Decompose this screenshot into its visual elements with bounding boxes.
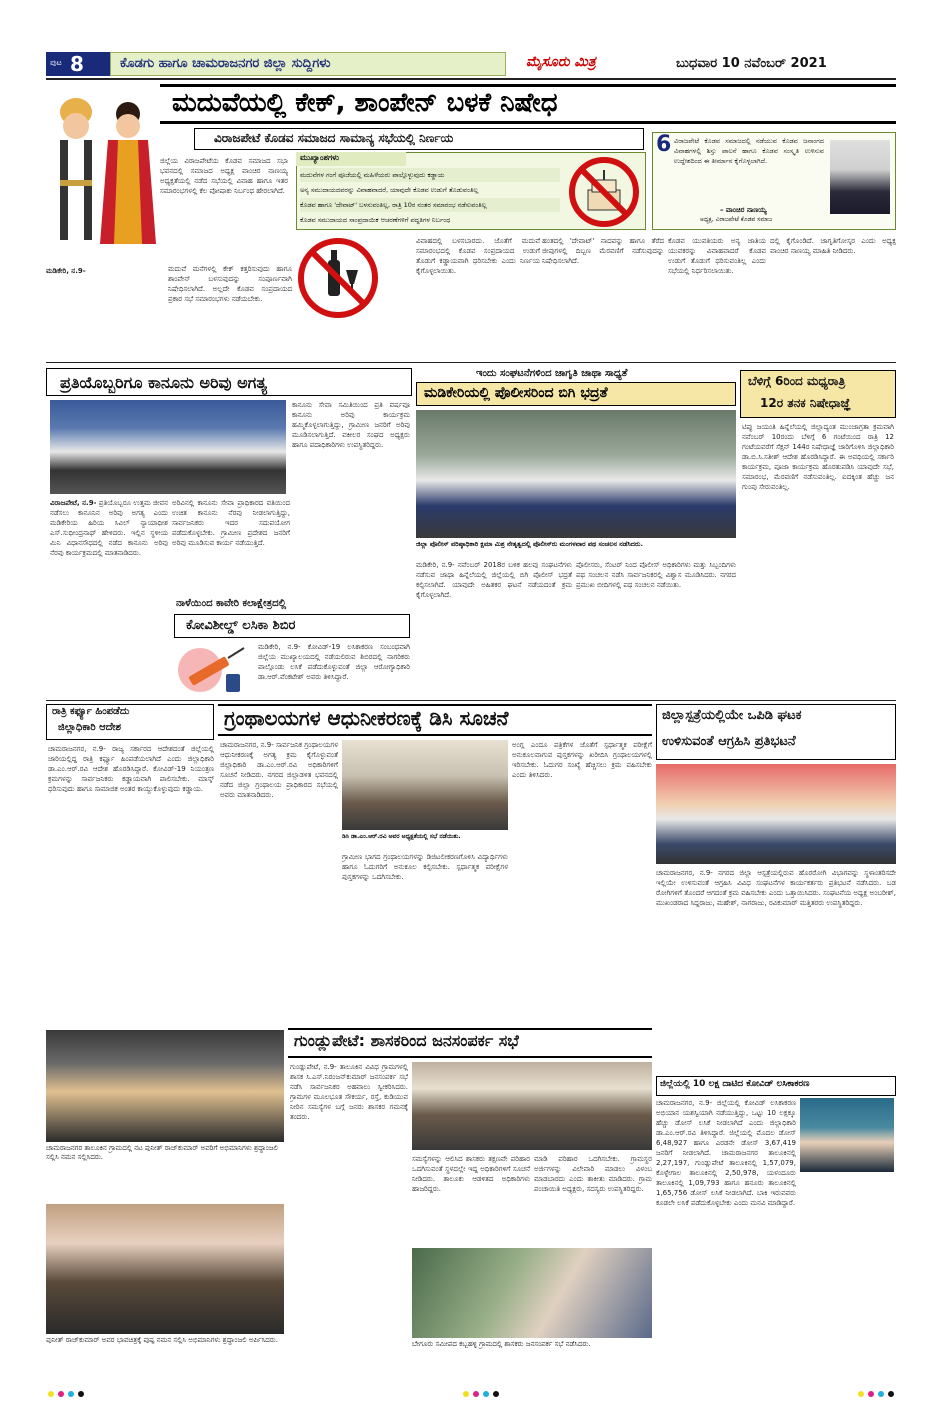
police-body-b: ಪೊಲೀಸರು, ಸೆಂಟರ್ ನಿಂದ ಪೊಲೀಸ್ ಅಧಿಕಾರಿಗಳು ಮತ್ತು ಸಿಬ್ಬಂದಿಗಳು ಪಥ ಸಂಚಲನ ನಡೆಸಿ ಸಾರ್ವಜನಿಕರಲ್ಲಿ ವಿಶ್ವಾಸ ಮೂಡಿಸಿದರು. ನಗರದ ಪ್ರಮುಖ ಬೀದಿಗಳಲ್ಲಿ ಪಥ ಸಂಚಲನ ನಡೆಯಿತು. <box>576 561 736 589</box>
lead-body-col4: ಹಂತದಲ್ಲಿ 'ದೇವಾಟ್' ನಾದವನ್ನು ಹಾಗೂ ತೆರೆದ ಜೀಪುಗಳಲ್ಲಿ ದಿಬ್ಬಣ ಮೆರವಣಿಗೆ ನಡೆಸುವುದನ್ನು ನಿಷೇಧಿಸಲಾಗಿದೆ. <box>542 237 664 265</box>
night-headline-1: ಬೆಳಿಗ್ಗೆ 6ರಿಂದ ಮಧ್ಯರಾತ್ರಿ <box>748 374 846 388</box>
lead-subhead: ವಿರಾಜಪೇಟೆ ಕೊಡವ ಸಮಾಜದ ಸಾಮಾನ್ಯ ಸಭೆಯಲ್ಲಿ ನಿರ್ಣಯ <box>214 131 454 145</box>
law-headline: ಪ್ರತಿಯೊಬ್ಬರಿಗೂ ಕಾನೂನು ಅರಿವು ಅಗತ್ಯ <box>60 373 268 392</box>
gundlupet-photo-1 <box>412 1062 652 1150</box>
opd-headline-1: ಜಿಲ್ಲಾಸ್ಪತ್ರೆಯಲ್ಲಿಯೇ ಒಪಿಡಿ ಘಟಕ <box>662 708 802 723</box>
police-march-photo <box>416 410 736 538</box>
curfew-headline-2: ಜಿಲ್ಲಾಧಿಕಾರಿ ಆದೇಶ <box>58 722 121 733</box>
issue-date: ಬುಧವಾರ 10 ನವೆಂಬರ್ 2021 <box>676 56 827 71</box>
vaccine-body: ಮಡಿಕೇರಿ, ನ.9- ಕೋವಿಡ್-19 ಲಸಿಕಾಕರಣ ಸಂಬಂಧವಾಗಿ ಜಿಲ್ಲೆಯ ಮುಖ್ಯಾಲಯದಲ್ಲಿ ನಡೆಯಲಿರುವ ಶಿಬಿರದಲ್ಲಿ ನಾಗರಿಕರು ಪಾಲ್ಗೊಂಡು ಲಸಿಕೆ ಪಡೆದುಕೊಳ್ಳುವಂತೆ ಜಿಲ್ಲಾ ಆರೋಗ್ಯಾಧಿಕಾರಿ ಡಾ.ಆರ್.ವೆಂಕಟೇಶ್ ಅವರು ತಿಳಿಸಿದ್ದಾರೆ. <box>258 643 410 681</box>
lead-dateline <box>46 266 166 356</box>
lead-body-col5: ಕೊಡವ ಯುವತಿಯರು ಅನ್ಯ ಜಾತಿಯ ಯುವಕರನ್ನು ವಿವಾಹವಾದರೆ ಕೊಡವ ಉಡುಗೆ ತೊಡುಗೆ ಧರಿಸುವಂತಿಲ್ಲ ಎಂದು ಸಭೆಯಲ್ಲಿ ನಿರ್ಧರಿಸಲಾಯಿತು. <box>668 237 766 275</box>
law-body-c: ಕಾನೂನು ಸೇವಾ ಸಮಿತಿಯಿಂದ ಪ್ರತಿ ವರ್ಷವೂ ಕಾನೂನು ಅರಿವು ಕಾರ್ಯಕ್ರಮ ಹಮ್ಮಿಕೊಳ್ಳಲಾಗುತ್ತಿದ್ದು, ಗ್ರಾಮೀಣ ಜನರಿಗೆ ಅರಿವು ಮೂಡಿಸಲಾಗುತ್ತಿದೆ. ವಕೀಲರ ಸಂಘದ ಅಧ್ಯಕ್ಷರು ಹಾಗೂ ಪದಾಧಿಕಾರಿಗಳು ಉಪಸ್ಥಿತರಿದ್ದರು. <box>292 401 410 449</box>
quote-portrait <box>830 140 890 214</box>
vax10-headline: ಜಿಲ್ಲೆಯಲ್ಲಿ 10 ಲಕ್ಷ ದಾಟಿದ ಕೋವಿಡ್ ಲಸಿಕಾಕರಣ <box>660 1079 810 1089</box>
no-alcohol-icon <box>296 236 380 320</box>
library-body-a: ಚಾಮರಾಜನಗರ, ನ.9- ಸಾರ್ವಜನಿಕ ಗ್ರಂಥಾಲಯಗಳ ಆಧುನೀಕರಣಕ್ಕೆ ಅಗತ್ಯ ಕ್ರಮ ಕೈಗೊಳ್ಳುವಂತೆ ಜಿಲ್ಲಾಧಿಕಾರಿ ಡಾ.ಎಂ.ಆರ್.ರವಿ ಅಧಿಕಾರಿಗಳಿಗೆ ಸೂಚನೆ ನೀಡಿದರು. ನಗರದ ಜಿಲ್ಲಾಡಳಿತ ಭವನದಲ್ಲಿ ನಡೆದ ಜಿಲ್ಲಾ ಗ್ರಂಥಾಲಯ ಪ್ರಾಧಿಕಾರದ ಸಭೆಯಲ್ಲಿ ಅವರು ಮಾತನಾಡಿದರು. <box>220 741 338 799</box>
highlights-title: ಮುಖ್ಯಾಂಶಗಳು <box>300 153 340 162</box>
police-headline: ಮಡಿಕೇರಿಯಲ್ಲಿ ಪೊಲೀಸರಿಂದ ಬಿಗಿ ಭದ್ರತೆ <box>424 385 608 401</box>
curfew-body: ಚಾಮರಾಜನಗರ, ನ.9- ರಾಜ್ಯ ಸರ್ಕಾರದ ಆದೇಶದಂತೆ ಜಿಲ್ಲೆಯಲ್ಲಿ ಜಾರಿಯಲ್ಲಿದ್ದ ರಾತ್ರಿ ಕರ್ಫ್ಯೂ ಹಿಂಪಡೆಯಲಾಗಿದೆ ಎಂದು ಜಿಲ್ಲಾಧಿಕಾರಿ ಡಾ.ಎಂ.ಆರ್.ರವಿ ಆದೇಶ ಹೊರಡಿಸಿದ್ದಾರೆ. ಕೋವಿಡ್-19 ನಿಯಂತ್ರಣ ಕ್ರಮಗಳನ್ನು ಸಾರ್ವಜನಿಕರು ಕಡ್ಡಾಯವಾಗಿ ಪಾಲಿಸಬೇಕು. ಮಾಸ್ಕ್ ಧರಿಸುವುದು ಹಾಗೂ ಸಾಮಾಜಿಕ ಅಂತರ ಕಾಯ್ದುಕೊಳ್ಳುವುದು ಕಡ್ಡಾಯ. <box>48 745 214 793</box>
lead-body-col6: ದಲ್ಲಿ ಕೈಗೊಂಡಿದೆ. ಜಾಗೃತಿಗೋಸ್ಕರ ಎಂದು ಅಧ್ಯಕ್ಷ ವಾಂಚಿರ ನಾಣಯ್ಯ ಮಾಹಿತಿ ನೀಡಿದರು. <box>770 237 896 255</box>
lead-dateline-text: ಮಡಿಕೇರಿ, ನ.9- <box>46 267 86 275</box>
library-headline: ಗ್ರಂಥಾಲಯಗಳ ಆಧುನೀಕರಣಕ್ಕೆ ಡಿಸಿ ಸೂಚನೆ <box>224 706 509 730</box>
color-registration-marks <box>46 1384 896 1394</box>
no-cake-icon <box>568 156 640 228</box>
syringe-icon <box>174 640 254 696</box>
library-body-b: ಗ್ರಾಮೀಣ ಭಾಗದ ಗ್ರಂಥಾಲಯಗಳನ್ನು ಡಿಜಿಟಲೀಕರಣಗೊಳಿಸಿ ವಿದ್ಯಾರ್ಥಿಗಳು ಹಾಗೂ ಓದುಗರಿಗೆ ಅನುಕೂಲ ಕಲ್ಪಿಸಬೇಕು. ಸ್ಪರ್ಧಾತ್ಮಕ ಪರೀಕ್ಷೆಗಳ ಪುಸ್ತಕಗಳನ್ನು ಒದಗಿಸಬೇಕು. <box>342 853 508 881</box>
law-dateline: ವಿರಾಜಪೇಟೆ, ನ.9- <box>50 499 97 507</box>
gundlupet-body-b: ಸಮಸ್ಯೆಗಳನ್ನು ಆಲಿಸಿದ ಶಾಸಕರು ತಕ್ಷಣವೇ ಪರಿಹಾರ ಒದಗಿಸುವಂತೆ ಸ್ಥಳದಲ್ಲೇ ಇದ್ದ ಅಧಿಕಾರಿಗಳಿಗೆ ಸೂಚನೆ ನೀಡಿದರು. ತಾಲೂಕು ಆಡಳಿತದ ಅಧಿಕಾರಿಗಳು ಹಾಜರಿದ್ದರು. <box>412 1155 530 1193</box>
vax10-photo <box>800 1098 894 1172</box>
lead-body-col3: ವಿವಾಹದಲ್ಲಿ ಬಳಸಬಾರದು. ಜೊತೆಗೆ ಮದುವೆ ಸಮಾರಂಭದಲ್ಲಿ ಕೊಡವ ಸಂಪ್ರದಾಯದ ಉಡುಗೆ ತೊಡುಗೆ ಕಡ್ಡಾಯವಾಗಿ ಧರಿಸಬೇಕು ಎಂದು ನಿರ್ಣಯ ಕೈಗೊಳ್ಳಲಾಯಿತು. <box>416 237 540 275</box>
masthead: ಮೈಸೂರು ಮಿತ್ರ <box>526 54 596 70</box>
vaccine-headline: ಕೋವಿಶೀಲ್ಡ್ ಲಸಿಕಾ ಶಿಬಿರ <box>186 618 296 633</box>
lead-bottom-rule <box>46 362 896 363</box>
police-body-a: ಮಡಿಕೇರಿ, ನ.9- ನವೆಂಬರ್ 2018ರ ಬಳಿಕ ಹಲವು ಸಂಘಟನೆಗಳು ನಡೆಸುವ ಜಾಥಾ ಹಿನ್ನೆಲೆಯಲ್ಲಿ ಜಿಲ್ಲೆಯಲ್ಲಿ ಬಿಗಿ ಪೊಲೀಸ್ ಭದ್ರತೆ ಕಲ್ಪಿಸಲಾಗಿದೆ. ಯಾವುದೇ ಅಹಿತಕರ ಘಟನೆ ನಡೆಯದಂತೆ ಕ್ರಮ ಕೈಗೊಳ್ಳಲಾಗಿದೆ. <box>416 561 572 599</box>
curfew-headline-1: ರಾತ್ರಿ ಕರ್ಫ್ಯೂ ಹಿಂಪಡೆದು <box>52 706 130 717</box>
police-caption: ಜಿಲ್ಲಾ ಪೊಲೀಸ್ ವರಿಷ್ಠಾಧಿಕಾರಿ ಕ್ಷಮಾ ಮಿಶ್ರ ನೇತೃತ್ವದಲ್ಲಿ ಪೊಲೀಸ್‌ರು ಮಂಗಳವಾರ ಪಥ ಸಂಚಲನ ನಡೆಸಿದರು. <box>416 540 643 548</box>
highlight-item: ಮದುವೆಗಳ ಗಂಗೆ ಪೂಜೆಯಲ್ಲಿ ಮಹಿಳೆಯರು ಪಾಲ್ಗೊಳ್ಳುವುದು ಕಡ್ಡಾಯ <box>300 168 560 182</box>
quote-number: 6 <box>656 132 672 157</box>
library-caption: ಡಿಸಿ ಡಾ.ಎಂ.ಆರ್.ರವಿ ಅವರ ಅಧ್ಯಕ್ಷತೆಯಲ್ಲಿ ಸಭೆ ನಡೆಯಿತು. <box>342 833 461 840</box>
highlight-item: ಅನ್ಯ ಸಮುದಾಯದವರನ್ನು ವಿವಾಹವಾದರೆ, ಯಾವುದೇ ಕೊಡವ ಉಡುಗೆ ತೊಡುವಂತಿಲ್ಲ <box>300 186 479 194</box>
law-event-photo <box>50 400 286 494</box>
police-kicker: ಇಂದು ಸಂಘಟನೆಗಳಿಂದ ಜಾಗೃತಿ ಜಾಥಾ ಸಾಧ್ಯತೆ <box>476 368 628 379</box>
mid-rule <box>46 700 896 701</box>
section-title: ಕೊಡಗು ಹಾಗೂ ಚಾಮರಾಜನಗರ ಜಿಲ್ಲಾ ಸುದ್ದಿಗಳು <box>120 56 331 71</box>
wedding-illustration <box>46 84 158 264</box>
opd-body: ಚಾಮರಾಜನಗರ, ನ.9- ನಗರದ ಜಿಲ್ಲಾ ಆಸ್ಪತ್ರೆಯಲ್ಲಿರುವ ಹೊರರೋಗಿ ವಿಭಾಗವನ್ನು ಸ್ಥಳಾಂತರಿಸದೇ ಇಲ್ಲಿಯೇ ಉಳಿಸುವಂತೆ ಆಗ್ರಹಿಸಿ ವಿವಿಧ ಸಂಘಟನೆಗಳ ಕಾರ್ಯಕರ್ತರು ಪ್ರತಿಭಟನೆ ನಡೆಸಿದರು. ಬಡ ರೋಗಿಗಳಿಗೆ ತೊಂದರೆ ಆಗದಂತೆ ಕ್ರಮ ವಹಿಸಬೇಕು ಎಂದು ಒತ್ತಾಯಿಸಿದರು. ಸಂಘಟನೆಯ ಅಧ್ಯಕ್ಷ ಅಂಬರೀಶ್, ಮುಖಂಡರಾದ ಸಿದ್ದರಾಜು, ಮಹೇಶ್, ನಾಗರಾಜು, ರವಿಕುಮಾರ್ ಮತ್ತಿತರರು ಉಪಸ್ಥಿತರಿದ್ದರು. <box>656 869 896 907</box>
vaccine-kicker: ನಾಳೆಯಿಂದ ಕಾವೇರಿ ಕಲಾಕ್ಷೇತ್ರದಲ್ಲಿ <box>176 598 287 609</box>
page-number: 8 <box>70 52 84 76</box>
gundlupet-headline: ಗುಂಡ್ಲುಪೇಟೆ: ಶಾಸಕರಿಂದ ಜನಸಂಪರ್ಕ ಸಭೆ <box>294 1031 519 1050</box>
lead-body-col1: ಜಿಲ್ಲೆಯ ವಿರಾಜಪೇಟೆಯ ಕೊಡವ ಸಮಾಜದ ಸಭಾ ಭವನದಲ್ಲಿ ಸಮಾಜದ ಅಧ್ಯಕ್ಷ ವಾಂಚಿರ ನಾಣಯ್ಯ ಅಧ್ಯಕ್ಷತೆಯಲ್ಲಿ ನಡೆದ ಸಭೆಯಲ್ಲಿ ವಿವಾಹ ಹಾಗೂ ಇತರ ಸಮಾರಂಭಗಳಲ್ಲಿ ಕೆಲ ಪೋಷಾಕು ನಿರ್ಬಂಧ ಹೇರಲಾಗಿದೆ. <box>160 157 288 195</box>
header-rule <box>46 78 896 80</box>
quote-role: ಅಧ್ಯಕ್ಷ, ವಿರಾಜಪೇಟೆ ಕೊಡವ ಸಮಾಜ <box>700 216 773 223</box>
night-headline-2: 12ರ ತನಕ ನಿಷೇಧಾಜ್ಞೆ <box>760 396 851 410</box>
law-body-a <box>50 498 168 698</box>
opd-protest-photo <box>656 764 896 864</box>
quote-author: – ವಾಂಚಿರ ನಾಣಯ್ಯ <box>720 206 767 214</box>
night-body: ಟಿಪ್ಪು ಜಯಂತಿ ಹಿನ್ನೆಲೆಯಲ್ಲಿ ಜಿಲ್ಲಾದ್ಯಂತ ಮುಂಜಾಗ್ರತಾ ಕ್ರಮವಾಗಿ ನವೆಂಬರ್ 10ರಂದು ಬೆಳಿಗ್ಗೆ 6 ಗಂಟೆಯಿಂದ ರಾತ್ರಿ 12 ಗಂಟೆಯವರೆಗೆ ಸೆಕ್ಷನ್ 144ರ ನಿಷೇಧಾಜ್ಞೆ ಜಾರಿಗೊಳಿಸಿ ಜಿಲ್ಲಾಧಿಕಾರಿ ಡಾ.ಬಿ.ಸಿ.ಸತೀಶ್ ಆದೇಶ ಹೊರಡಿಸಿದ್ದಾರೆ. ಈ ಅವಧಿಯಲ್ಲಿ ಸರ್ಕಾರಿ ಕಾರ್ಯಕ್ರಮ, ಪೂಜಾ ಕಾರ್ಯಕ್ರಮ ಹೊರತುಪಡಿಸಿ ಯಾವುದೇ ಸಭೆ, ಸಮಾರಂಭ, ಮೆರವಣಿಗೆ ನಡೆಸುವಂತಿಲ್ಲ. ಐದಕ್ಕಿಂತ ಹೆಚ್ಚು ಜನ ಗುಂಪು ಸೇರುವಂತಿಲ್ಲ. <box>742 423 894 491</box>
page-label: ಪುಟ <box>50 58 62 67</box>
quote-text: ವಿರಾಜಪೇಟೆ ಕೊಡವ ಸಮಾಜದಲ್ಲಿ ನಡೆಯುವ ಕೊಡವ ಜನಾಂಗದ ವಿವಾಹಗಳಲ್ಲಿ ಶಿಸ್ತು ಪಾಲನೆ ಹಾಗೂ ಕೊಡವ ಸಂಸ್ಕೃತಿ ಉಳಿಸುವ ಉದ್ದೇಶದಿಂದ ಈ ತೀರ್ಮಾನ ಕೈಗೊಳ್ಳಲಾಗಿದೆ. <box>674 137 824 165</box>
law-body-a-text: ಪ್ರತಿಯೊಬ್ಬರೂ ಉತ್ತಮ ಜೀವನ ನಡೆಸಲು ಕಾನೂನಿನ ಅರಿವು ಅಗತ್ಯ ಎಂದು ಮಡಿಕೇರಿಯ ಹಿರಿಯ ಸಿವಿಲ್ ನ್ಯಾಯಾಧೀಶ ಎಸ್.ಸುಧೀಂದ್ರನಾಥ್ ಹೇಳಿದರು. ಇಲ್ಲಿನ ಸ್ಥಳೀಯ ಮಿನಿ ವಿಧಾನಸೌಧದಲ್ಲಿ ನಡೆದ ಕಾನೂನು ಅರಿವು ನೆರವು ಕಾರ್ಯಕ್ರಮದಲ್ಲಿ ಮಾತನಾಡಿದರು. <box>50 499 168 557</box>
tribute-caption-1: ಚಾಮರಾಜನಗರ ತಾಲೂಕಿನ ಗ್ರಾಮದಲ್ಲಿ ನಟ ಪುನೀತ್ ರಾಜ್‌ಕುಮಾರ್ ಅವರಿಗೆ ಅಭಿಮಾನಿಗಳು ಶ್ರದ್ಧಾಂಜಲಿ ಸಲ್ಲಿಸಿ ನಮನ ಸಲ್ಲಿಸಿದರು. <box>46 1144 278 1161</box>
page-header <box>46 52 896 76</box>
highlight-item: ಕೊಡವ ಸಮುದಾಯದ ಸಾಂಪ್ರದಾಯಿಕ ಆಚರಣೆಗಳಿಗೆ ಪದ್ಧತಿಗಳ ನಿರ್ಬಂಧ <box>300 216 451 224</box>
library-body-c: ಅಂಗ್ಲ ಎಂದೂ ಪತ್ರಿಕೆಗಳ ಜೊತೆಗೆ ಸ್ಪರ್ಧಾತ್ಮಕ ಪರೀಕ್ಷೆಗೆ ಅನುಕೂಲವಾಗುವ ಪುಸ್ತಕಗಳನ್ನು ಖರೀದಿಸಿ ಗ್ರಂಥಾಲಯಗಳಲ್ಲಿ ಇರಿಸಬೇಕು. ಓದುಗರ ಸಂಖ್ಯೆ ಹೆಚ್ಚಿಸಲು ಕ್ರಮ ವಹಿಸಬೇಕು ಎಂದು ತಿಳಿಸಿದರು. <box>512 741 652 779</box>
tribute-photo-2 <box>46 1204 284 1334</box>
library-meeting-photo <box>342 740 508 830</box>
tribute-caption-2: ಪುನೀತ್ ರಾಜ್‌ಕುಮಾರ್ ಅವರ ಭಾವಚಿತ್ರಕ್ಕೆ ಪುಷ್ಪ ನಮನ ಸಲ್ಲಿಸಿ ಅಭಿಮಾನಿಗಳು ಶ್ರದ್ಧಾಂಜಲಿ ಅರ್ಪಿಸಿದರು. <box>46 1336 278 1344</box>
vax10-body: ಚಾಮರಾಜನಗರ, ನ.9- ಜಿಲ್ಲೆಯಲ್ಲಿ ಕೋವಿಡ್ ಲಸಿಕಾಕರಣ ಅಭಿಯಾನ ಯಶಸ್ವಿಯಾಗಿ ನಡೆಯುತ್ತಿದ್ದು, ಒಟ್ಟು 10 ಲಕ್ಷಕ್ಕೂ ಹೆಚ್ಚು ಡೋಸ್ ಲಸಿಕೆ ನೀಡಲಾಗಿದೆ ಎಂದು ಜಿಲ್ಲಾಧಿಕಾರಿ ಡಾ.ಎಂ.ಆರ್.ರವಿ ತಿಳಿಸಿದ್ದಾರೆ. ಜಿಲ್ಲೆಯಲ್ಲಿ ಮೊದಲ ಡೋಸ್ 6,48,927 ಹಾಗೂ ಎರಡನೇ ಡೋಸ್ 3,67,419 ಜನರಿಗೆ ನೀಡಲಾಗಿದೆ. ಚಾಮರಾಜನಗರ ತಾಲೂಕಿನಲ್ಲಿ 2,27,197, ಗುಂಡ್ಲುಪೇಟೆ ತಾಲೂಕಿನಲ್ಲಿ 1,57,079, ಕೊಳ್ಳೇಗಾಲ ತಾಲೂಕಿನಲ್ಲಿ 2,50,978, ಯಳಂದೂರು ತಾಲೂಕಿನಲ್ಲಿ 1,09,793 ಹಾಗೂ ಹನೂರು ತಾಲೂಕಿನಲ್ಲಿ 1,65,756 ಡೋಸ್ ಲಸಿಕೆ ನೀಡಲಾಗಿದೆ. ಬಾಕಿ ಇರುವವರು ಕೂಡಲೇ ಲಸಿಕೆ ಪಡೆದುಕೊಳ್ಳಬೇಕು ಎಂದು ಮನವಿ ಮಾಡಿದ್ದಾರೆ. <box>656 1099 796 1207</box>
highlight-item: ಕೊಡವ ಹಾಗೂ 'ದೇವಾಟ್' ಬಳಸುವಂತಿಲ್ಲ, ರಾತ್ರಿ 10ರ ನಂತರ ಸಮಾರಂಭ ನಡೆಸುವಂತಿಲ್ಲ <box>300 198 560 212</box>
gundlupet-caption: ಬೇಗೂರು ಸಮೀಪದ ಕಬ್ಬಹಳ್ಳಿ ಗ್ರಾಮದಲ್ಲಿ ಶಾಸಕರು ಜನಸಂಪರ್ಕ ಸಭೆ ನಡೆಸಿದರು. <box>412 1340 591 1348</box>
tribute-photo-1 <box>46 1030 284 1142</box>
lead-headline: ಮದುವೆಯಲ್ಲಿ ಕೇಕ್, ಶಾಂಪೇನ್ ಬಳಕೆ ನಿಷೇಧ <box>172 88 558 118</box>
gundlupet-photo-2 <box>412 1248 652 1338</box>
opd-headline-2: ಉಳಿಸುವಂತೆ ಆಗ್ರಹಿಸಿ ಪ್ರತಿಭಟನೆ <box>662 734 796 749</box>
gundlupet-body-a: ಗುಂಡ್ಲುಪೇಟೆ, ನ.9- ತಾಲೂಕಿನ ವಿವಿಧ ಗ್ರಾಮಗಳಲ್ಲಿ ಶಾಸಕ ಸಿ.ಎಸ್.ನಿರಂಜನ್‌ಕುಮಾರ್ ಜನಸಂಪರ್ಕ ಸಭೆ ನಡೆಸಿ ಸಾರ್ವಜನಿಕರ ಅಹವಾಲು ಸ್ವೀಕರಿಸಿದರು. ಗ್ರಾಮಗಳ ಮೂಲಭೂತ ಸೌಕರ್ಯ, ರಸ್ತೆ, ಕುಡಿಯುವ ನೀರಿನ ಸಮಸ್ಯೆಗಳ ಬಗ್ಗೆ ಜನರು ಶಾಸಕರ ಗಮನಕ್ಕೆ ತಂದರು. <box>290 1063 408 1121</box>
law-body-b: ಅರಿವಿನಲ್ಲಿ ಕಾನೂನು ಸೇವಾ ಪ್ರಾಧಿಕಾರದ ವತಿಯಿಂದ ಉಚಿತ ಕಾನೂನು ನೆರವು ನೀಡಲಾಗುತ್ತಿದ್ದು, ಸಾರ್ವಜನಿಕರು ಇದರ ಸದುಪಯೋಗ ಪಡೆದುಕೊಳ್ಳಬೇಕು. ಗ್ರಾಮೀಣ ಪ್ರದೇಶದ ಜನರಿಗೆ ಅರಿವು ಮೂಡಿಸುವ ಕಾರ್ಯ ನಡೆಯುತ್ತಿದೆ. <box>172 499 290 547</box>
gundlupet-body-c: ಮಾಡಿ ಪರಿಹಾರ ಒದಗಿಸಬೇಕು. ಗ್ರಾಮಸ್ಥರ ಅರ್ಜಿಗಳನ್ನು ವಿಲೇವಾರಿ ಮಾಡಲು ವಿಳಂಬ ಮಾಡಬಾರದು ಎಂದು ತಾಕೀತು ಮಾಡಿದರು. ಗ್ರಾಮ ಪಂಚಾಯಿತಿ ಅಧ್ಯಕ್ಷರು, ಸದಸ್ಯರು ಉಪಸ್ಥಿತರಿದ್ದರು. <box>534 1155 652 1193</box>
lead-body-col2: ಮದುವೆ ಮನೆಗಳಲ್ಲಿ ಕೇಕ್ ಕತ್ತರಿಸುವುದು ಹಾಗೂ ಶಾಂಪೇನ್ ಬಳಸುವುದನ್ನು ಸಂಪೂರ್ಣವಾಗಿ ನಿಷೇಧಿಸಲಾಗಿದೆ. ಅಲ್ಲದೇ ಕೊಡವ ಸಂಪ್ರದಾಯದ ಪ್ರಕಾರ ಸಭೆ ಸಮಾರಂಭಗಳು ನಡೆಯಬೇಕು. <box>168 265 292 303</box>
